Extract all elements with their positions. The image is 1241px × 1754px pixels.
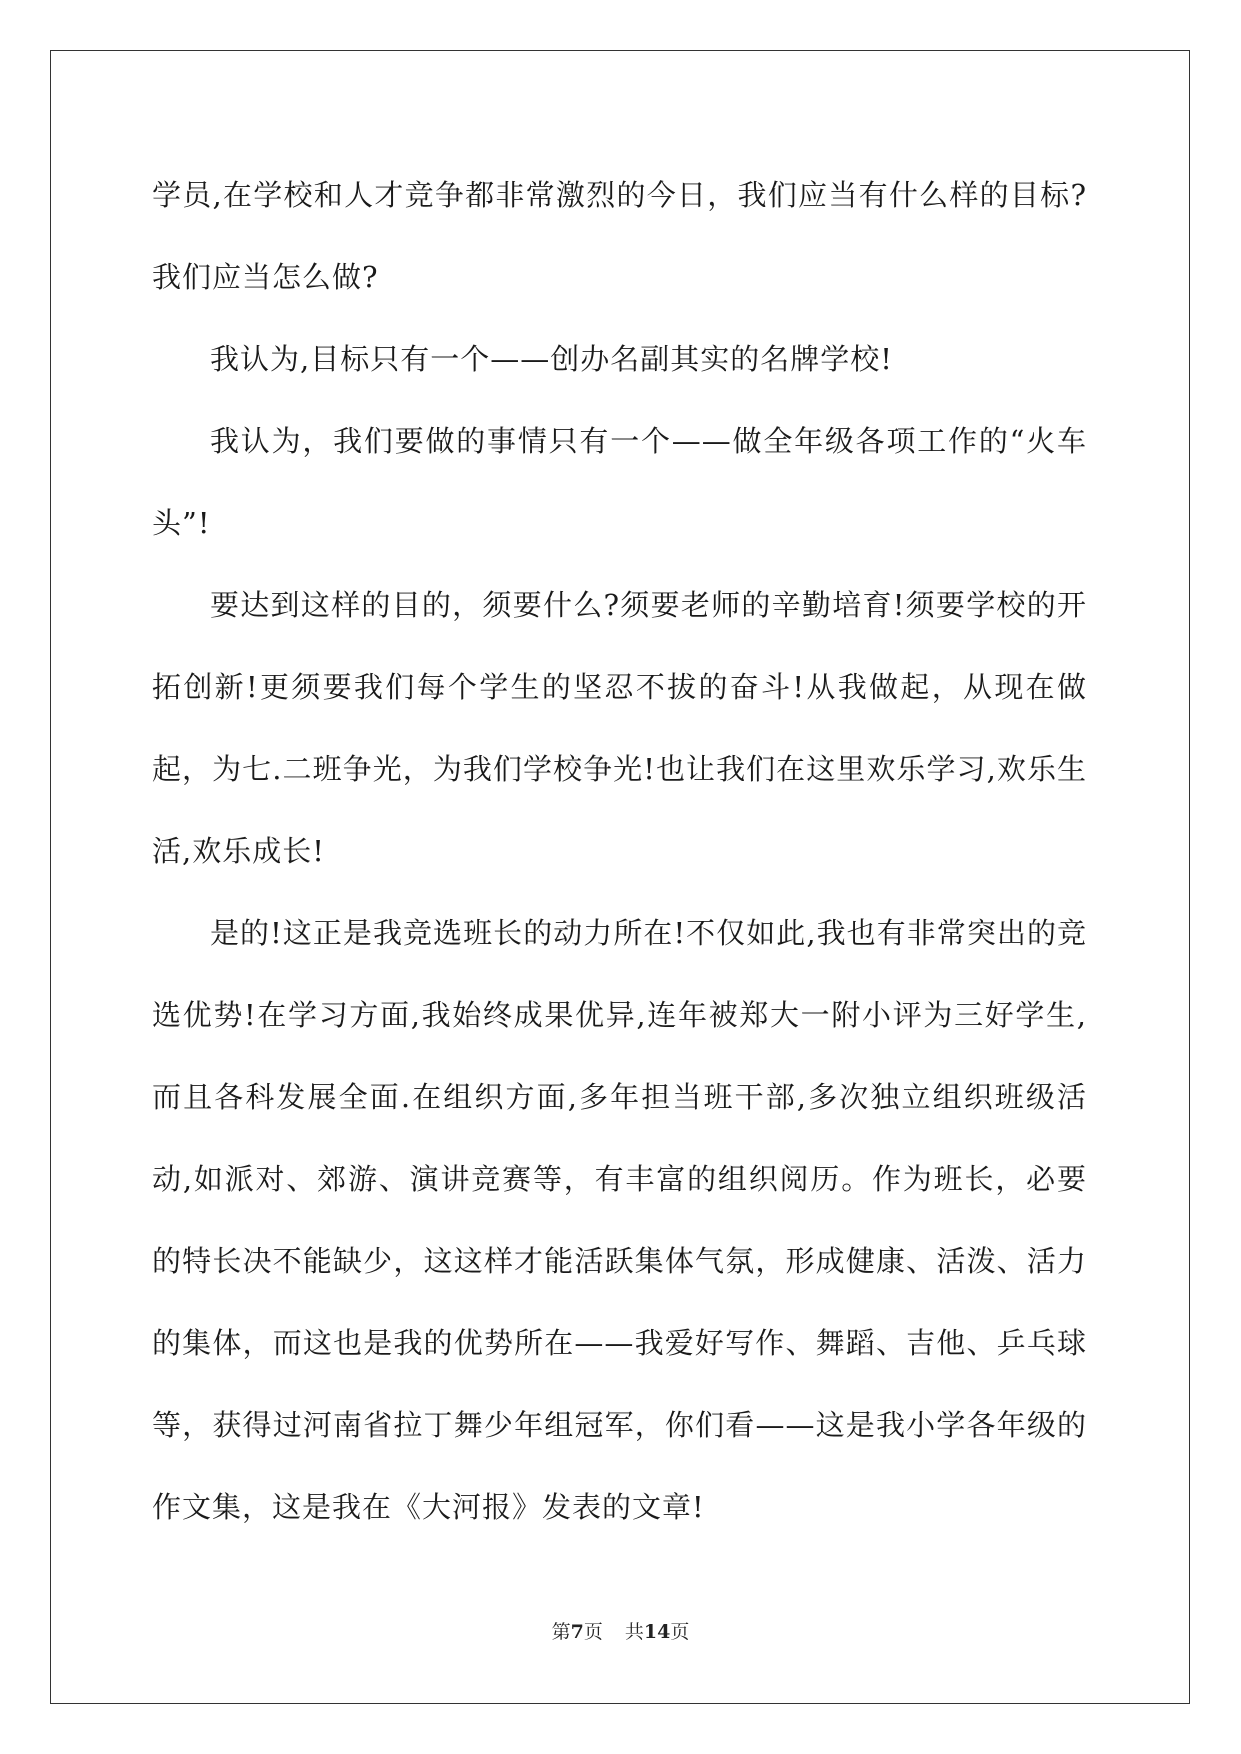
paragraph-1: 学员,在学校和人才竞争都非常激烈的今日，我们应当有什么样的目标?我们应当怎么做? [152,178,1087,294]
footer-page-prefix: 第 [551,1621,571,1643]
paragraph-3: 我认为，我们要做的事情只有一个——做全年级各项工作的“火车头”! [152,424,1087,540]
paragraph-5: 是的!这正是我竞选班长的动力所在!不仅如此,我也有非常突出的竞选优势!在学习方面,我始终成果优异,连年被郑大一附小评为三好学生,而且各科发展全面.在组织方面,多年担当班干部,多次独立组织班级活动,如派对、郊游、演讲竞赛等，有丰富的组织阅历。作为班长，必要的特长决不能缺少，这这样才能活跃集体气氛，形成健康、活泼、活力的集体，而这也是我的优势所在——我爱好写作、舞蹈、吉他、乒乓球等，获得过河南省拉丁舞少年组冠军，你们看——这是我小学各年级的作文集，这是我在《大河报》发表的文章! [152,916,1087,1524]
footer-page-suffix: 页 [583,1621,603,1643]
paragraph-2: 我认为,目标只有一个——创办名副其实的名牌学校! [210,342,893,376]
footer-page-number: 7 [570,1621,584,1643]
page-footer [0,1620,1241,1644]
paragraph-4: 要达到这样的目的，须要什么?须要老师的辛勤培育!须要学校的开拓创新!更须要我们每个学生的坚忍不拔的奋斗!从我做起，从现在做起，为七.二班争光，为我们学校争光!也让我们在这里欢乐学习,欢乐生活,欢乐成长! [152,588,1087,868]
document-body [152,154,1087,1548]
footer-total-suffix: 页 [670,1621,690,1643]
footer-total-pages: 14 [643,1621,671,1643]
footer-total-prefix: 共 [624,1621,644,1643]
